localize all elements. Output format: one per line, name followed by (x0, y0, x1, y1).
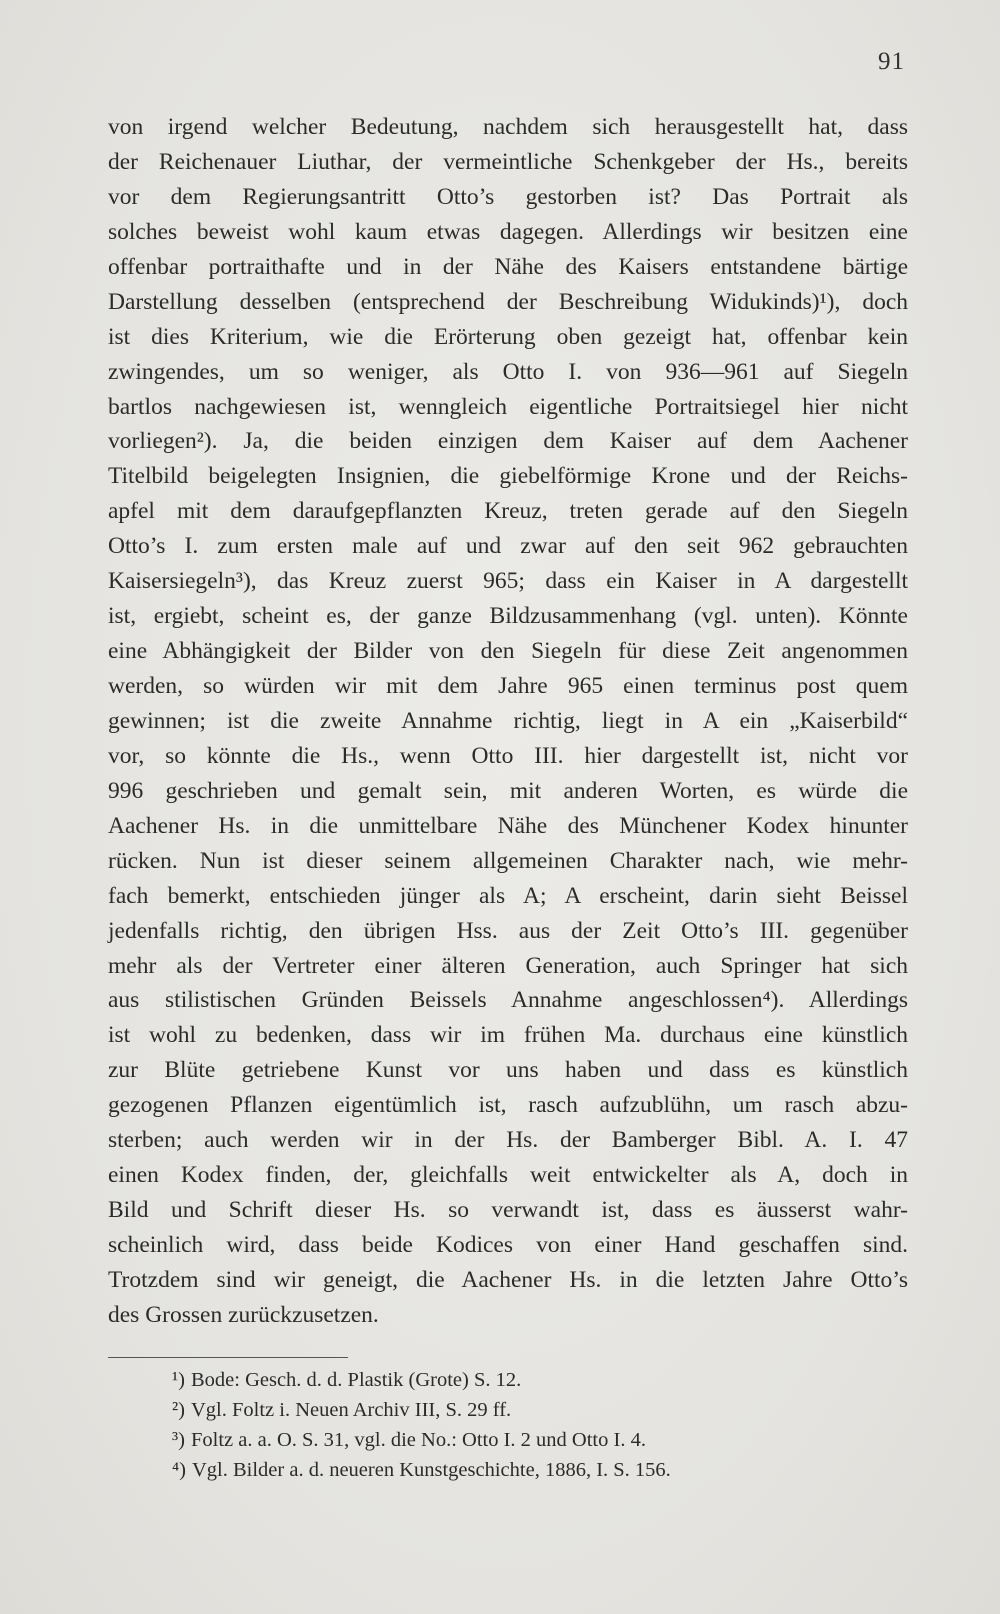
text-line: rücken. Nun ist dieser seinem allgemeinen Charakter nach, wie mehr- (108, 847, 908, 874)
text-line: Titelbild beigelegten Insignien, die giebelförmige Krone und der Reichs- (108, 463, 908, 490)
footnotes (172, 1365, 872, 1485)
footnote-text: Foltz a. a. O. S. 31, vgl. die No.: Otto I. 2 und Otto I. 4. (190, 1429, 646, 1451)
text-line: vor, so könnte die Hs., wenn Otto III. hier dargestellt ist, nicht vor (108, 742, 908, 769)
footnote-text: Bode: Gesch. d. d. Plastik (Grote) S. 12. (190, 1369, 522, 1391)
text-line: eine Abhängigkeit der Bilder von den Siegeln für diese Zeit angenommen (108, 638, 908, 665)
text-line: gewinnen; ist die zweite Annahme richtig, liegt in A ein „Kaiserbild“ (108, 707, 908, 734)
footnote (172, 1425, 872, 1455)
text-line: gezogenen Pflanzen eigentümlich ist, rasch aufzublühn, um rasch abzu- (108, 1092, 908, 1119)
footnote-mark: ²) (172, 1399, 185, 1421)
text-line: zur Blüte getriebene Kunst vor uns haben und dass es künstlich (108, 1057, 908, 1084)
text-line: von irgend welcher Bedeutung, nachdem sich herausgestellt hat, dass (108, 114, 908, 140)
text-line: vor dem Regierungsantritt Otto’s gestorben ist? Das Portrait als (108, 183, 908, 210)
text-line: werden, so würden wir mit dem Jahre 965 einen terminus post quem (108, 673, 908, 699)
text-line: offenbar portraithafte und in der Nähe des Kaisers entstandene bärtige (108, 253, 908, 280)
text-line: Otto’s I. zum ersten male auf und zwar auf den seit 962 gebrauchten (108, 533, 908, 560)
text-line: Darstellung desselben (entsprechend der Beschreibung Widukinds)¹), doch (108, 288, 908, 315)
footnote-mark: ¹) (172, 1369, 185, 1391)
body-text (108, 110, 908, 1333)
text-line: ist, ergiebt, scheint es, der ganze Bildzusammenhang (vgl. unten). Könnte (108, 603, 908, 630)
text-line: Trotzdem sind wir geneigt, die Aachener Hs. in die letzten Jahre Otto’s (108, 1266, 908, 1293)
footnote-text: Vgl. Bilder a. d. neueren Kunstgeschichte, 1886, I. S. 156. (191, 1459, 671, 1481)
text-line: vorliegen²). Ja, die beiden einzigen dem Kaiser auf dem Aachener (108, 428, 908, 455)
text-line: Aachener Hs. in die unmittelbare Nähe des Münchener Kodex hinunter (108, 812, 908, 839)
text-line: ist dies Kriterium, wie die Erörterung oben gezeigt hat, offenbar kein (108, 323, 908, 350)
text-line: sterben; auch werden wir in der Hs. der Bamberger Bibl. A. I. 47 (108, 1127, 908, 1154)
text-line: ist wohl zu bedenken, dass wir im frühen Ma. durchaus eine künstlich (108, 1022, 908, 1049)
text-line: jedenfalls richtig, den übrigen Hss. aus der Zeit Otto’s III. gegenüber (108, 917, 908, 944)
text-line: aus stilistischen Gründen Beissels Annahme angeschlossen⁴). Allerdings (108, 987, 908, 1014)
footnote-text: Vgl. Foltz i. Neuen Archiv III, S. 29 ff. (190, 1399, 512, 1421)
text-line: einen Kodex finden, der, gleichfalls weit entwickelter als A, doch in (108, 1162, 908, 1189)
footnote (172, 1365, 872, 1395)
footnote-mark: ⁴) (172, 1459, 186, 1481)
footnote (172, 1455, 872, 1485)
text-line: mehr als der Vertreter einer älteren Generation, auch Springer hat sich (108, 952, 908, 979)
text-line: 996 geschrieben und gemalt sein, mit anderen Worten, es würde die (108, 777, 908, 804)
text-line: Bild und Schrift dieser Hs. so verwandt ist, dass es äusserst wahr- (108, 1197, 908, 1224)
footnote-separator (108, 1357, 348, 1358)
footnote-mark: ³) (172, 1429, 185, 1451)
footnote (172, 1395, 872, 1425)
text-line: zwingendes, um so weniger, als Otto I. von 936—961 auf Siegeln (108, 358, 908, 385)
text-line: des Grossen zurückzusetzen. (108, 1301, 379, 1328)
text-line: solches beweist wohl kaum etwas dagegen. Allerdings wir besitzen eine (108, 218, 908, 245)
text-line: bartlos nachgewiesen ist, wenngleich eigentliche Portraitsiegel hier nicht (108, 393, 908, 420)
text-line: der Reichenauer Liuthar, der vermeintliche Schenkgeber der Hs., bereits (108, 148, 908, 175)
page-number: 91 (878, 48, 905, 75)
text-line: Kaisersiegeln³), das Kreuz zuerst 965; dass ein Kaiser in A dargestellt (108, 568, 908, 595)
text-line: apfel mit dem daraufgepflanzten Kreuz, treten gerade auf den Siegeln (108, 498, 908, 525)
text-line: fach bemerkt, entschieden jünger als A; A erscheint, darin sieht Beissel (108, 882, 908, 909)
text-line: scheinlich wird, dass beide Kodices von einer Hand geschaffen sind. (108, 1232, 908, 1258)
